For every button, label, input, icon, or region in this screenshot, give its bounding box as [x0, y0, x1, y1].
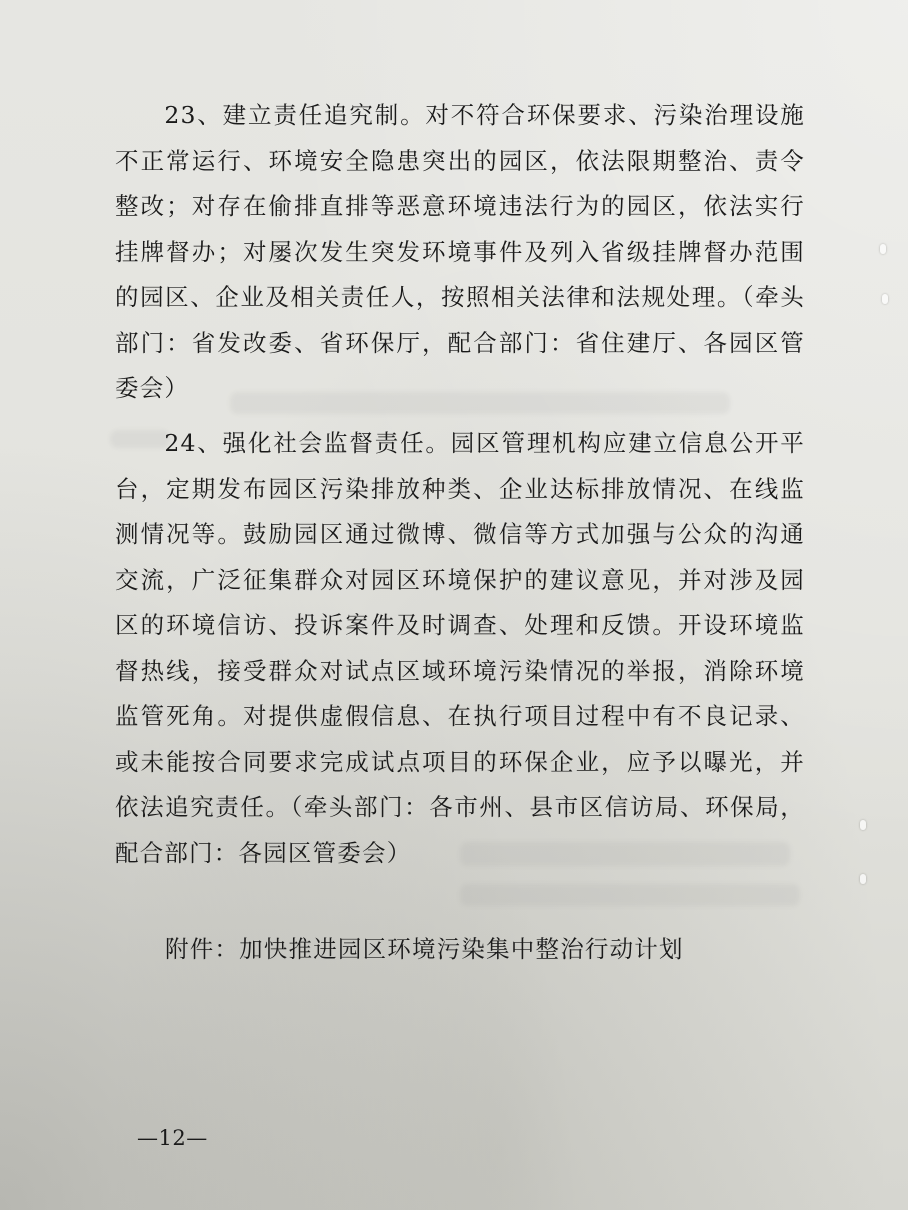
page-number: —12— [137, 1126, 208, 1150]
bleed-through-smudge [460, 884, 800, 906]
binding-hole [860, 874, 866, 884]
binding-hole [882, 294, 888, 304]
attachment-line: 附件：加快推进园区环境污染集中整治行动计划 [165, 935, 684, 963]
binding-hole [880, 244, 886, 254]
binding-hole [860, 820, 866, 830]
paragraph-24: 24、强化社会监督责任。园区管理机构应建立信息公开平台，定期发布园区污染排放种类、企业达标排放情况、在线监测情况等。鼓励园区通过微博、微信等方式加强与公众的沟通交流，广泛征集群众对园区环境保护的建议意见，并对涉及园区的环境信访、投诉案件及时调查、处理和反馈。开设环境监督热线，接受群众对试点区域环境污染情况的举报，消除环境监管死角。对提供虚假信息、在执行项目过程中有不良记录、或未能按合同要求完成试点项目的环保企业，应予以曝光，并依法追究责任。（牵头部门：各市州、县市区信访局、环保局，配合部门：各园区管委会） [115, 429, 805, 867]
paragraph-23: 23、建立责任追究制。对不符合环保要求、污染治理设施不正常运行、环境安全隐患突出的园区，依法限期整治、责令整改；对存在偷排直排等恶意环境违法行为的园区，依法实行挂牌督办；对屡次发生突发环境事件及列入省级挂牌督办范围的园区、企业及相关责任人，按照相关法律和法规处理。（牵头部门：省发改委、省环保厅，配合部门：省住建厅、各园区管委会） [115, 101, 805, 402]
